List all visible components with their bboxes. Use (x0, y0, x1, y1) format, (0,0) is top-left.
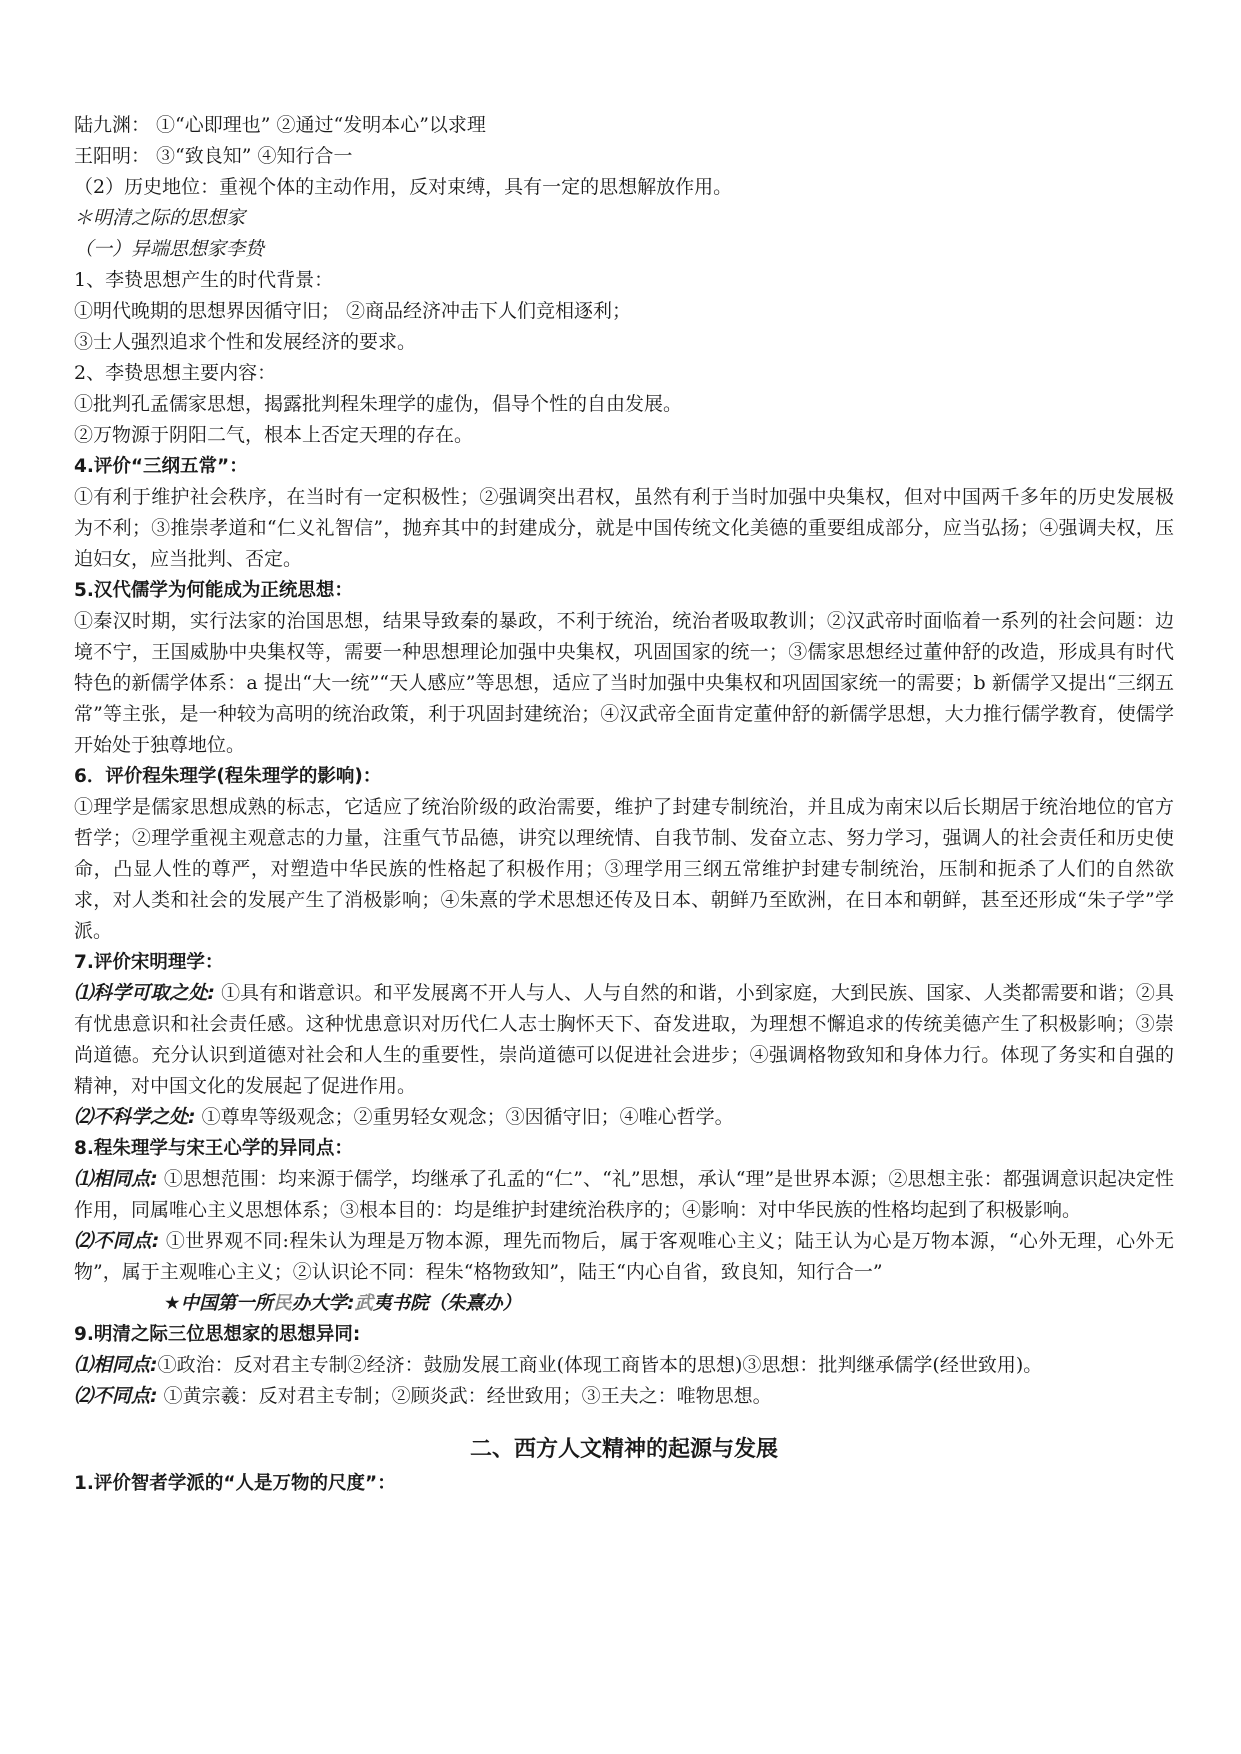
note-part: 民 (273, 1293, 292, 1314)
point-body: ①思想范围：均来源于儒学，均继承了孔孟的“仁”、“礼”思想，承认“理”是世界本源；②思想主张：都强调意识起决定性作用，同属唯心主义思想体系；③根本目的：均是维护封建统治秩序的；④影响：对中华民族的性格均起到了积极影响。 (74, 1168, 1174, 1221)
note-part: 武 (354, 1293, 374, 1314)
point-body: ①具有和谐意识。和平发展离不开人与人、人与自然的和谐，小到家庭，大到民族、国家、人类都需要和谐；②具有忧患意识和社会责任感。这种忧患意识对历代仁人志士胸怀天下、奋发进取，为理想不懈追求的传统美德产生了积极影响；③崇尚道德。充分认识到道德对社会和人生的重要性，崇尚道德可以促进社会进步；④强调格物致知和身体力行。体现了务实和自强的精神，对中国文化的发展起了促进作用。 (74, 982, 1174, 1097)
note-part: ★中国第一所 (164, 1293, 274, 1314)
paragraph (74, 1381, 1174, 1412)
text-line: ①明代晚期的思想界因循守旧； ②商品经济冲击下人们竞相逐利； (74, 300, 632, 322)
text-line: 1、李贽思想产生的时代背景： (74, 269, 334, 291)
paragraph (74, 978, 1174, 1102)
text-line: ①批判孔孟儒家思想，揭露批判程朱理学的虚伪，倡导个性的自由发展。 (74, 393, 683, 415)
point-label: ⑵不同点: (74, 1230, 160, 1252)
point-body: ①世界观不同:程朱认为理是万物本源，理先而物后，属于客观唯心主义；陆王认为心是万物本源，“心外无理，心外无物”，属于主观唯心主义；②认识论不同：程朱“格物致知”，陆王“内心自省，致良知，知行合一” (74, 1230, 1174, 1283)
section-heading: 6．评价程朱理学(程朱理学的影响)： (74, 766, 382, 787)
paragraph (74, 1350, 1174, 1381)
point-label: ⑵不同点: (74, 1385, 158, 1407)
point-label: ⑵不科学之处: (74, 1106, 196, 1128)
highlight-note (74, 1288, 1174, 1319)
text-line: 陆九渊： ①“心即理也” ②通过“发明本心”以求理 (74, 114, 486, 136)
text-line: ②万物源于阴阳二气，根本上否定天理的存在。 (74, 424, 474, 446)
paragraph: ①秦汉时期，实行法家的治国思想，结果导致秦的暴政，不利于统治，统治者吸取教训；②汉武帝时面临着一系列的社会问题：边境不宁，王国威胁中央集权等，需要一种思想理论加强中央集权，巩固国家的统一；③儒家思想经过董仲舒的改造，形成具有时代特色的新儒学体系：a 提出“大一统”“天人感应”等思想，适应了当时加强中央集权和巩固国家统一的需要；b 新儒学又提出“三纲五常”等主张，是一种较为高明的统治政策，利于巩固封建统治；④汉武帝全面肯定董仲舒的新儒学思想，大力推行儒学教育，使儒学开始处于独尊地位。 (74, 610, 1174, 756)
section-heading: 4.评价“三纲五常”： (74, 456, 248, 477)
section-heading: 1.评价智者学派的“人是万物的尺度”： (74, 1473, 396, 1494)
section-heading: 7.评价宋明理学： (74, 952, 224, 973)
point-label: ⑴相同点: (74, 1168, 158, 1190)
paragraph (74, 1164, 1174, 1226)
section-heading: 5.汉代儒学为何能成为正统思想： (74, 580, 353, 601)
note-part: 夷书院（朱熹办） (373, 1293, 522, 1314)
text-line: 王阳明： ③“致良知” ④知行合一 (74, 145, 353, 167)
section-heading: 9.明清之际三位思想家的思想异同: (74, 1324, 361, 1345)
subsection-title: ＊明清之际的思想家 (74, 207, 246, 229)
subsection-title: （一）异端思想家李贽 (74, 238, 265, 260)
text-line: 2、李贽思想主要内容： (74, 362, 277, 384)
point-body: ①政治：反对君主专制②经济：鼓励发展工商业(体现工商皆本的思想)③思想：批判继承儒学(经世致用)。 (157, 1354, 1043, 1376)
point-label: ⑴相同点: (74, 1354, 158, 1376)
paragraph (74, 1226, 1174, 1288)
point-body: ①黄宗羲：反对君主专制；②顾炎武：经世致用；③王夫之：唯物思想。 (157, 1385, 772, 1407)
section-heading: 8.程朱理学与宋王心学的异同点： (74, 1138, 353, 1159)
note-part: 办大学: (291, 1293, 355, 1314)
text-line: ③士人强烈追求个性和发展经济的要求。 (74, 331, 417, 353)
point-body: ①尊卑等级观念；②重男轻女观念；③因循守旧；④唯心哲学。 (195, 1106, 734, 1128)
document-page (74, 110, 1174, 1499)
paragraph: ①有利于维护社会秩序，在当时有一定积极性；②强调突出君权，虽然有利于当时加强中央集权，但对中国两千多年的历史发展极为不利；③推崇孝道和“仁义礼智信”，抛弃其中的封建成分，就是中国传统文化美德的重要组成部分，应当弘扬；④强调夫权，压迫妇女，应当批判、否定。 (74, 486, 1174, 570)
text-line: （2）历史地位：重视个体的主动作用，反对束缚，具有一定的思想解放作用。 (74, 176, 733, 198)
paragraph: ①理学是儒家思想成熟的标志，它适应了统治阶级的政治需要，维护了封建专制统治，并且成为南宋以后长期居于统治地位的官方哲学；②理学重视主观意志的力量，注重气节品德，讲究以理统情、自我节制、发奋立志、努力学习，强调人的社会责任和历史使命，凸显人性的尊严，对塑造中华民族的性格起了积极作用；③理学用三纲五常维护封建专制统治，压制和扼杀了人们的自然欲求，对人类和社会的发展产生了消极影响；④朱熹的学术思想还传及日本、朝鲜乃至欧洲，在日本和朝鲜，甚至还形成“朱子学”学派。 (74, 796, 1174, 942)
chapter-title: 二、西方人文精神的起源与发展 (469, 1437, 778, 1462)
paragraph (74, 1102, 1174, 1133)
point-label: ⑴科学可取之处: (74, 982, 216, 1004)
